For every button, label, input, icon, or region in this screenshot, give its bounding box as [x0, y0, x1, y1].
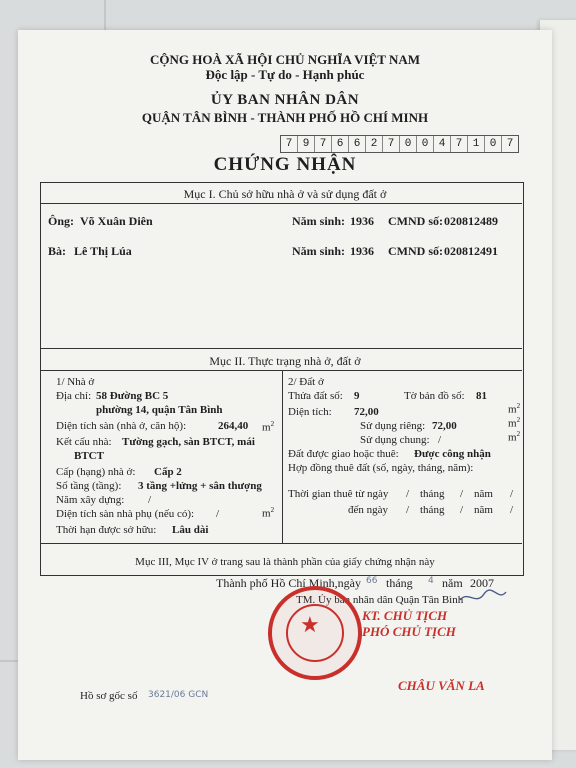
month-label: tháng: [386, 576, 413, 590]
lease-to-year-label: năm: [474, 504, 493, 516]
unit-sup: 2: [270, 420, 275, 428]
lease-from-year-label: năm: [474, 488, 493, 500]
file-number-label: Hồ sơ gốc số: [80, 690, 138, 702]
owner-1-birth-year: 1936: [350, 214, 374, 228]
address-line-2: phường 14, quận Tân Bình: [96, 404, 223, 416]
signer-name: CHÂU VĂN LA: [398, 678, 485, 693]
divider: [40, 348, 522, 349]
parcel-label: Thửa đất số:: [288, 390, 343, 402]
lease-from-slash: /: [406, 488, 410, 500]
address-label: Địa chỉ:: [56, 390, 92, 402]
certificate-page: [18, 30, 552, 760]
divider: [40, 543, 522, 544]
star-icon: ★: [300, 612, 320, 637]
private-use-label: Sử dụng riêng:: [360, 420, 426, 432]
common-use-label: Sử dụng chung:: [360, 434, 430, 446]
lease-to-month-slash: /: [460, 504, 464, 516]
owner-2-birth-label: Năm sinh:: [292, 244, 346, 258]
official-seal: [268, 586, 362, 680]
divider: [40, 370, 522, 371]
lease-to-slash: /: [406, 504, 410, 516]
land-area-label: Diện tích:: [288, 406, 332, 418]
unit-m: m: [508, 403, 517, 416]
unit-sup: 2: [516, 430, 521, 438]
owner-2-id-number: 020812491: [444, 244, 498, 258]
common-use-unit: [508, 430, 520, 444]
address-line-1: 58 Đường BC 5: [96, 390, 169, 402]
signature-mark: [458, 588, 508, 606]
floor-tile-line: [104, 0, 106, 30]
structure-value-line-1: Tường gạch, sàn BTCT, mái: [122, 436, 255, 448]
handwritten-month: 4: [428, 576, 434, 586]
structure-label: Kết cấu nhà:: [56, 436, 112, 448]
owner-1-prefix: Ông:: [48, 214, 75, 228]
handwritten-day: 66: [366, 576, 378, 586]
private-use-unit: [508, 416, 520, 430]
serial-digit: 0: [400, 136, 417, 152]
common-use-value: /: [438, 434, 442, 446]
signer-title-1: KT. CHỦ TỊCH: [362, 608, 448, 623]
ownership-term-label: Thời hạn được sở hữu:: [56, 524, 157, 536]
authority-line-2: QUẬN TÂN BÌNH - THÀNH PHỐ HỒ CHÍ MINH: [141, 110, 429, 125]
unit-m: m: [508, 417, 517, 430]
floor-area-value: 264,40: [218, 420, 249, 432]
owner-1-name: Võ Xuân Diên: [80, 214, 153, 228]
owner-2-birth-year: 1936: [350, 244, 374, 258]
section-2-title: Mục II. Thực trạng nhà ở, đất ở: [209, 354, 361, 368]
grade-label: Cấp (hạng) nhà ở:: [56, 466, 136, 478]
serial-digit: 7: [383, 136, 400, 152]
serial-digit: 7: [506, 138, 514, 150]
house-heading: 1/ Nhà ở: [56, 376, 95, 388]
serial-digit: 1: [468, 136, 485, 152]
year-built-label: Năm xây dựng:: [56, 494, 125, 506]
lease-to-month-label: tháng: [420, 504, 445, 516]
owner-1-birth-label: Năm sinh:: [292, 214, 346, 228]
unit-m: m: [262, 507, 271, 520]
land-area-value: 72,00: [354, 406, 379, 418]
lease-from-month-slash: /: [460, 488, 464, 500]
map-sheet-label: Tờ bản đồ số:: [404, 390, 465, 402]
unit-sup: 2: [270, 506, 275, 514]
floor-area-unit: [262, 420, 274, 434]
serial-digit: 0: [417, 136, 434, 152]
year-value: 2007: [470, 576, 494, 590]
floor-area-label: Diện tích sàn (nhà ở, căn hộ):: [56, 420, 187, 432]
owner-2-id-label: CMND số:: [388, 244, 443, 258]
floors-label: Số tầng (tầng):: [56, 480, 122, 492]
aux-area-label: Diện tích sàn nhà phụ (nếu có):: [56, 508, 195, 520]
lease-from-year-slash: /: [510, 488, 514, 500]
serial-digit: 7: [315, 136, 332, 152]
allocation-value: Được công nhận: [414, 448, 491, 460]
ownership-term-value: Lâu dài: [172, 524, 209, 536]
national-motto: Độc lập - Tự do - Hạnh phúc: [205, 67, 365, 82]
unit-m: m: [508, 431, 517, 444]
serial-digit: 7: [451, 136, 468, 152]
serial-number: [280, 135, 519, 153]
serial-digit: 6: [349, 136, 366, 152]
grade-value: Cấp 2: [154, 466, 182, 478]
national-title: CỘNG HOÀ XÃ HỘI CHỦ NGHĨA VIỆT NAM: [149, 52, 421, 67]
lease-from-label: Thời gian thuê từ ngày: [288, 488, 389, 500]
map-sheet-value: 81: [476, 390, 487, 402]
owner-1-id-label: CMND số:: [388, 214, 443, 228]
unit-sup: 2: [516, 402, 521, 410]
floors-value: 3 tầng +lửng + sân thượng: [138, 480, 262, 492]
lease-from-month-label: tháng: [420, 488, 445, 500]
serial-digit: 4: [434, 136, 451, 152]
continuation-note: Mục III, Mục IV ở trang sau là thành phần của giấy chứng nhận này: [135, 556, 435, 568]
structure-value-line-2: BTCT: [74, 450, 104, 462]
unit-sup: 2: [516, 416, 521, 424]
owner-1-id-number: 020812489: [444, 214, 498, 228]
serial-digit: 7: [281, 136, 298, 152]
section-1-title: Mục I. Chủ sở hữu nhà ở và sử dụng đất ở: [183, 187, 387, 201]
floor-tile-line: [0, 660, 18, 662]
land-area-unit: [508, 402, 520, 416]
lease-to-label: đến ngày: [348, 504, 389, 516]
year-label: năm: [442, 576, 463, 590]
serial-digit: 6: [332, 136, 349, 152]
aux-area-value: /: [216, 508, 220, 520]
owner-2-prefix: Bà:: [48, 244, 66, 258]
land-heading: 2/ Đất ở: [288, 376, 324, 388]
owner-2-name: Lê Thị Lúa: [74, 244, 132, 258]
divider: [282, 370, 283, 543]
year-built-value: /: [148, 494, 152, 506]
aux-area-unit: [262, 506, 274, 520]
lease-to-year-slash: /: [510, 504, 514, 516]
serial-digit: 2: [366, 136, 383, 152]
serial-digit: 0: [485, 136, 502, 152]
unit-m: m: [262, 421, 271, 434]
allocation-label: Đất được giao hoặc thuê:: [288, 448, 399, 460]
serial-digit: 9: [298, 136, 315, 152]
handwritten-file-number: 3621/06 GCN: [148, 690, 209, 700]
city-date-prefix: Thành phố Hồ Chí Minh,ngày: [216, 576, 361, 590]
document-title: CHỨNG NHẬN: [213, 154, 357, 175]
parcel-value: 9: [354, 390, 360, 402]
private-use-value: 72,00: [432, 420, 457, 432]
authority-line-1: ỦY BAN NHÂN DÂN: [210, 92, 360, 108]
divider: [40, 203, 522, 204]
lease-contract-label: Hợp đồng thuê đất (số, ngày, tháng, năm):: [288, 462, 474, 474]
signer-title-2: PHÓ CHỦ TỊCH: [362, 624, 456, 639]
on-behalf-line: TM. Ủy ban nhân dân Quận Tân Bình: [296, 594, 464, 606]
